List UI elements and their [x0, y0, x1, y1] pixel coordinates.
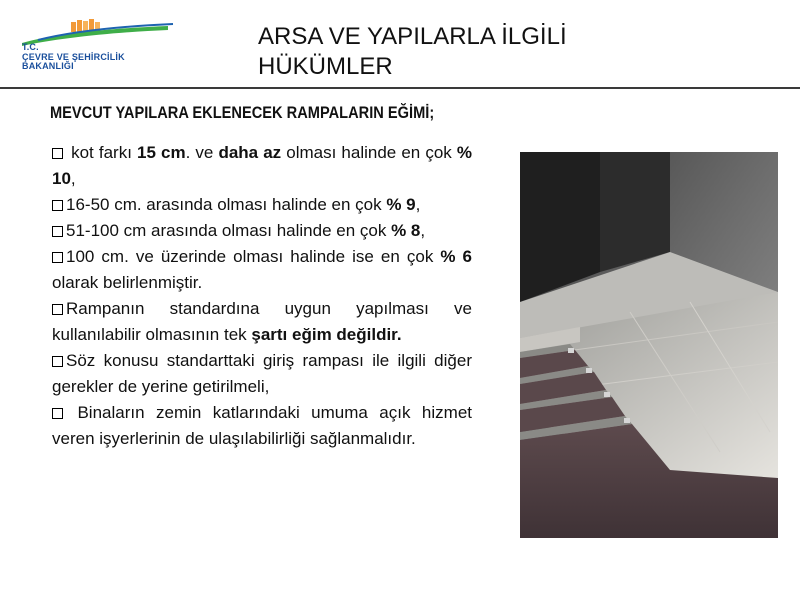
bullet-text	[66, 221, 425, 240]
text-run: olması halinde en çok	[281, 143, 457, 162]
bold-text-run: şartı eğim değildir.	[251, 325, 402, 344]
text-run: ,	[420, 221, 426, 240]
list-item	[52, 192, 472, 218]
bold-text-run: % 8	[391, 221, 421, 240]
title-divider	[0, 87, 800, 89]
section-subtitle: MEVCUT YAPILARA EKLENECEK RAMPALARIN EĞİMİ;	[50, 103, 435, 122]
text-run: kot farkı	[66, 143, 138, 162]
checkbox-bullet-icon	[52, 200, 63, 211]
list-item	[52, 348, 472, 400]
checkbox-bullet-icon	[52, 252, 63, 263]
list-item	[52, 218, 472, 244]
checkbox-bullet-icon	[52, 226, 63, 237]
ministry-logo	[18, 16, 178, 78]
checkbox-bullet-icon	[52, 304, 63, 315]
bullet-text	[52, 247, 472, 292]
bullet-text	[52, 299, 472, 344]
bold-text-run: % 10	[52, 143, 473, 188]
bullet-text	[52, 143, 472, 188]
bold-text-run: % 6	[440, 247, 472, 266]
bold-text-run: daha az	[218, 143, 282, 162]
list-item	[52, 400, 472, 452]
text-run: Söz konusu standarttaki giriş rampası ile ilgili diğer gerekler de yerine getirilmeli,	[52, 351, 472, 396]
text-run: olarak belirlenmiştir.	[52, 273, 203, 292]
ministry-logo-emblem-icon	[18, 16, 178, 46]
text-run: 51-100 cm arasında olması halinde en çok	[66, 221, 392, 240]
text-run: ,	[415, 195, 421, 214]
bold-text-run: % 9	[386, 195, 416, 214]
text-run: 100 cm. ve üzerinde olması halinde ise en çok	[66, 247, 441, 266]
list-item	[52, 140, 472, 192]
checkbox-bullet-icon	[52, 148, 63, 159]
text-run: Binaların zemin katlarındaki umuma açık hizmet veren işyerlerinin de ulaşılabilirliği sağlanmalıdır.	[52, 403, 472, 448]
checkbox-bullet-icon	[52, 408, 63, 419]
slide-title: ARSA VE YAPILARLA İLGİLİ HÜKÜMLER	[258, 23, 567, 80]
bold-text-run: 15 cm	[137, 143, 186, 162]
bullet-text	[52, 351, 472, 396]
logo-ministry-name-line1: ÇEVRE VE ŞEHİRCİLİK	[22, 52, 125, 62]
list-item	[52, 244, 472, 296]
bullet-list	[52, 140, 472, 452]
bullet-text	[52, 403, 472, 448]
checkbox-bullet-icon	[52, 356, 63, 367]
logo-ministry-name-line2: BAKANLIĞI	[22, 61, 74, 71]
text-run: Rampanın standardına uygun yapılması ve kullanılabilir olmasının tek	[52, 299, 472, 344]
text-run: . ve	[185, 143, 219, 162]
logo-tc-text: T.C.	[22, 42, 39, 52]
list-item	[52, 296, 472, 348]
text-run: 16-50 cm. arasında olması halinde en çok	[66, 195, 387, 214]
text-run: ,	[70, 169, 76, 188]
ramp-photo	[520, 152, 778, 538]
bullet-text	[66, 195, 420, 214]
